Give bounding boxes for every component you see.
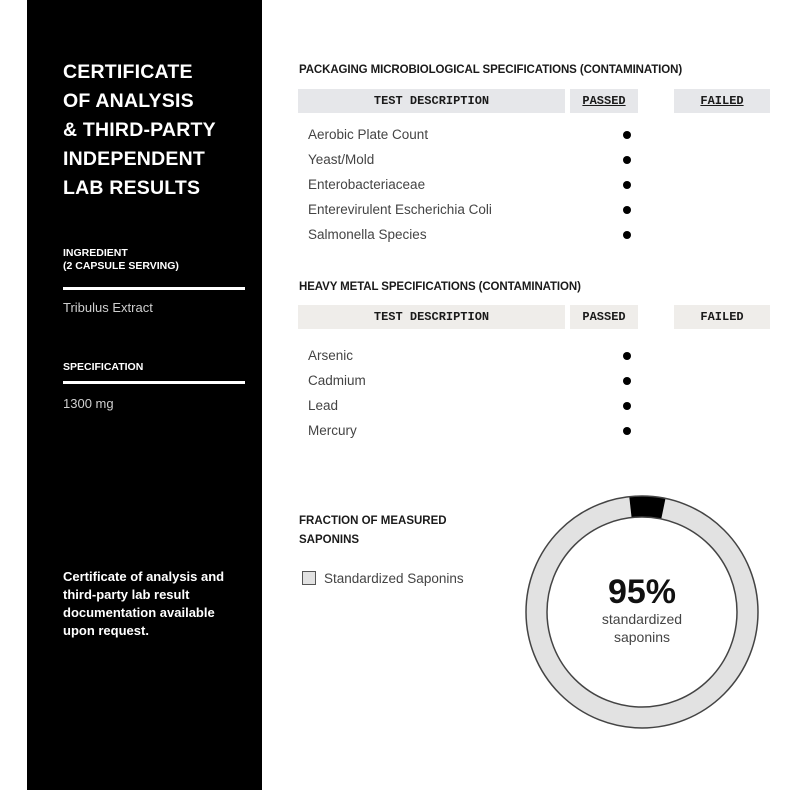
passed-dot-icon xyxy=(623,206,631,214)
legend-label: Standardized Saponins xyxy=(324,570,464,586)
ingredient-divider xyxy=(63,287,245,290)
header-test-description: TEST DESCRIPTION xyxy=(298,305,565,329)
test-name: Aerobic Plate Count xyxy=(308,127,429,142)
donut-percent-label: 95% xyxy=(607,573,677,611)
table-row xyxy=(308,418,668,443)
donut-caption: standardized saponins xyxy=(601,611,683,645)
test-name: Cadmium xyxy=(308,373,366,388)
page-title: CERTIFICATE OF ANALYSIS & THIRD-PARTY INDEPENDENT LAB RESULTS xyxy=(63,61,216,199)
heavy-metal-rows xyxy=(308,343,668,443)
microbiological-table-header xyxy=(298,89,770,113)
passed-dot-icon xyxy=(623,352,631,360)
microbiological-rows xyxy=(308,122,668,247)
test-name: Salmonella Species xyxy=(308,227,427,242)
passed-dot-icon xyxy=(623,402,631,410)
table-row xyxy=(308,343,668,368)
saponins-section-title: FRACTION OF MEASURED SAPONINS xyxy=(299,515,447,546)
header-test-description: TEST DESCRIPTION xyxy=(298,89,565,113)
sidebar-panel xyxy=(27,0,262,790)
passed-dot-icon xyxy=(623,377,631,385)
header-failed: FAILED xyxy=(674,305,770,329)
specification-value: 1300 mg xyxy=(63,396,114,411)
header-failed: FAILED xyxy=(674,89,770,113)
ingredient-label: INGREDIENT (2 CAPSULE SERVING) xyxy=(63,247,179,272)
passed-dot-icon xyxy=(623,131,631,139)
test-name: Lead xyxy=(308,398,339,413)
donut-center-text xyxy=(522,574,762,646)
specification-divider xyxy=(63,381,245,384)
donut-slice-other xyxy=(629,496,665,519)
passed-dot-icon xyxy=(623,181,631,189)
passed-dot-icon xyxy=(623,427,631,435)
table-row xyxy=(308,393,668,418)
table-row xyxy=(308,147,668,172)
microbiological-section-title: PACKAGING MICROBIOLOGICAL SPECIFICATIONS (CONTAMINATION) xyxy=(299,64,683,76)
specification-label: SPECIFICATION xyxy=(63,361,144,373)
ingredient-value: Tribulus Extract xyxy=(63,300,153,315)
passed-dot-icon xyxy=(623,156,631,164)
table-row xyxy=(308,368,668,393)
header-passed: PASSED xyxy=(570,89,638,113)
table-row xyxy=(308,122,668,147)
table-row xyxy=(308,197,668,222)
table-row xyxy=(308,222,668,247)
table-row xyxy=(308,172,668,197)
passed-dot-icon xyxy=(623,231,631,239)
test-name: Yeast/Mold xyxy=(308,152,375,167)
legend-swatch xyxy=(302,571,316,585)
heavy-metal-section-title: HEAVY METAL SPECIFICATIONS (CONTAMINATION) xyxy=(299,281,581,293)
availability-note: Certificate of analysis and third-party lab result documentation available upon request. xyxy=(63,569,225,638)
test-name: Mercury xyxy=(308,423,357,438)
heavy-metal-table-header xyxy=(298,305,770,329)
chart-legend xyxy=(302,570,464,586)
test-name: Enterobacteriaceae xyxy=(308,177,426,192)
test-name: Arsenic xyxy=(308,348,354,363)
test-name: Enterevirulent Escherichia Coli xyxy=(308,202,492,217)
header-passed: PASSED xyxy=(570,305,638,329)
